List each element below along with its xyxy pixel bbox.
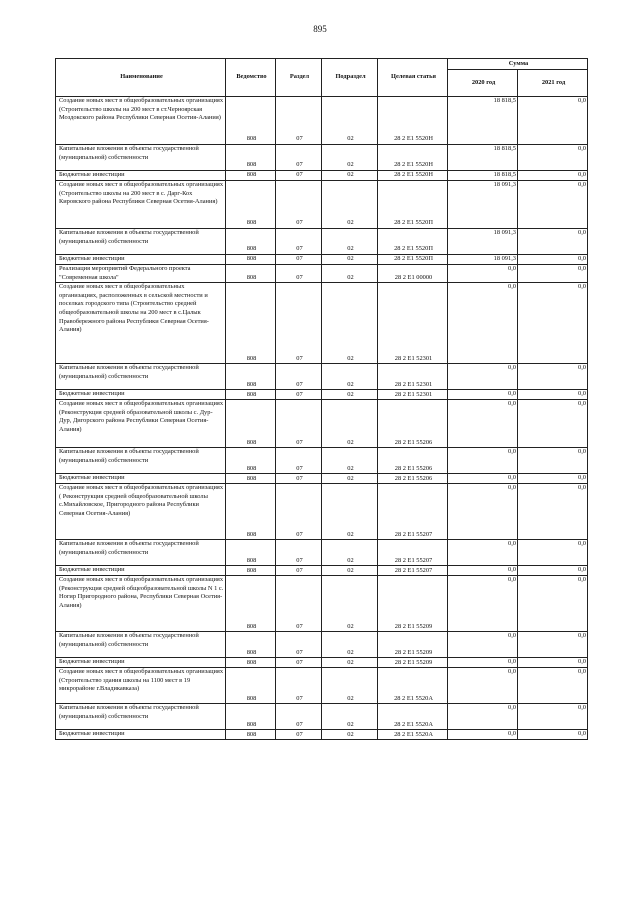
cell-csr: 28 2 Е1 55206 [378, 400, 448, 448]
cell-2020: 18 818,5 [448, 97, 518, 145]
cell-2020: 0,0 [448, 730, 518, 740]
cell-vedomstvo: 808 [226, 181, 276, 229]
cell-name: Капитальные вложения в объекты государственной (муниципальной) собственности [56, 448, 226, 474]
table-row [56, 364, 588, 390]
table-row [56, 540, 588, 566]
cell-name: Создание новых мест в общеобразовательных организациях (Реконструкция средней общеобразовательной школы N 1 с. Ногир Пригородного района, Республики Северная Осетия-Алания) [56, 576, 226, 632]
cell-2021: 0,0 [518, 265, 588, 283]
header-name: Наименование [56, 59, 226, 97]
cell-name: Капитальные вложения в объекты государственной (муниципальной) собственности [56, 364, 226, 390]
cell-name: Капитальные вложения в объекты государственной (муниципальной) собственности [56, 229, 226, 255]
cell-podrazdel: 02 [322, 658, 378, 668]
cell-razdel: 07 [276, 229, 322, 255]
cell-podrazdel: 02 [322, 265, 378, 283]
cell-2020: 0,0 [448, 566, 518, 576]
cell-2021: 0,0 [518, 400, 588, 448]
cell-2021: 0,0 [518, 97, 588, 145]
table-row [56, 730, 588, 740]
cell-name: Создание новых мест в общеобразовательных организациях (Реконструкция средней образовательной школы с. Дур-Дур, Дигорского района Республики Северная Осетия-Алания) [56, 400, 226, 448]
cell-2020: 0,0 [448, 668, 518, 704]
cell-2020: 0,0 [448, 576, 518, 632]
table-row [56, 474, 588, 484]
cell-csr: 28 2 Е1 5520П [378, 181, 448, 229]
cell-razdel: 07 [276, 540, 322, 566]
table-row [56, 283, 588, 364]
cell-vedomstvo: 808 [226, 171, 276, 181]
cell-2020: 0,0 [448, 658, 518, 668]
cell-csr: 28 2 Е1 55209 [378, 576, 448, 632]
cell-razdel: 07 [276, 668, 322, 704]
cell-podrazdel: 02 [322, 484, 378, 540]
cell-podrazdel: 02 [322, 668, 378, 704]
cell-razdel: 07 [276, 97, 322, 145]
cell-2020: 0,0 [448, 632, 518, 658]
cell-name: Создание новых мест в общеобразовательных организациях, расположенных в сельской местности и поселках городского типа (Строительство средней общеобразовательной школы на 200 мест в с.Цалык Правобережного района Республики Северная Осетия-Алания) [56, 283, 226, 364]
cell-razdel: 07 [276, 566, 322, 576]
cell-2020: 18 091,3 [448, 229, 518, 255]
cell-name: Бюджетные инвестиции [56, 566, 226, 576]
cell-podrazdel: 02 [322, 566, 378, 576]
cell-csr: 28 2 Е1 55207 [378, 484, 448, 540]
cell-podrazdel: 02 [322, 632, 378, 658]
cell-podrazdel: 02 [322, 474, 378, 484]
cell-2020: 18 091,3 [448, 255, 518, 265]
table-row [56, 229, 588, 255]
cell-2020: 0,0 [448, 540, 518, 566]
table-row [56, 668, 588, 704]
table-row [56, 704, 588, 730]
cell-2021: 0,0 [518, 283, 588, 364]
cell-2021: 0,0 [518, 576, 588, 632]
cell-name: Капитальные вложения в объекты государственной (муниципальной) собственности [56, 632, 226, 658]
cell-podrazdel: 02 [322, 145, 378, 171]
cell-razdel: 07 [276, 145, 322, 171]
cell-2021: 0,0 [518, 668, 588, 704]
cell-razdel: 07 [276, 265, 322, 283]
cell-2021: 0,0 [518, 704, 588, 730]
cell-vedomstvo: 808 [226, 448, 276, 474]
cell-vedomstvo: 808 [226, 283, 276, 364]
header-summa: Сумма [448, 59, 588, 70]
cell-vedomstvo: 808 [226, 265, 276, 283]
cell-vedomstvo: 808 [226, 255, 276, 265]
table-body [56, 97, 588, 740]
cell-podrazdel: 02 [322, 540, 378, 566]
header-razdel: Раздел [276, 59, 322, 97]
cell-vedomstvo: 808 [226, 484, 276, 540]
header-csr: Целевая статья [378, 59, 448, 97]
cell-razdel: 07 [276, 658, 322, 668]
cell-2021: 0,0 [518, 145, 588, 171]
table-row [56, 171, 588, 181]
cell-2021: 0,0 [518, 171, 588, 181]
cell-2020: 0,0 [448, 364, 518, 390]
budget-table [55, 58, 588, 740]
cell-name: Капитальные вложения в объекты государственной (муниципальной) собственности [56, 145, 226, 171]
cell-podrazdel: 02 [322, 283, 378, 364]
cell-razdel: 07 [276, 400, 322, 448]
cell-name: Создание новых мест в общеобразовательных организациях (Строительство школы на 200 мест в ст.Черноярская Моздокского района Республики Северная Осетия-Алания) [56, 97, 226, 145]
cell-vedomstvo: 808 [226, 632, 276, 658]
table-row [56, 181, 588, 229]
cell-vedomstvo: 808 [226, 730, 276, 740]
table-row [56, 145, 588, 171]
cell-csr: 28 2 Е1 52301 [378, 283, 448, 364]
table-row [56, 576, 588, 632]
header-vedomstvo: Ведомство [226, 59, 276, 97]
header-2020: 2020 год [448, 70, 518, 97]
table-row [56, 97, 588, 145]
cell-razdel: 07 [276, 632, 322, 658]
cell-2020: 0,0 [448, 400, 518, 448]
cell-razdel: 07 [276, 704, 322, 730]
cell-2021: 0,0 [518, 448, 588, 474]
cell-csr: 28 2 Е1 52301 [378, 390, 448, 400]
cell-podrazdel: 02 [322, 390, 378, 400]
table-row [56, 658, 588, 668]
cell-csr: 28 2 Е1 5520Н [378, 97, 448, 145]
cell-vedomstvo: 808 [226, 400, 276, 448]
cell-razdel: 07 [276, 484, 322, 540]
cell-csr: 28 2 Е1 55207 [378, 540, 448, 566]
cell-name: Создание новых мест в общеобразовательных организациях (Строительство здания школы на 1100 мест в 19 микрорайоне г.Владикавказа) [56, 668, 226, 704]
cell-podrazdel: 02 [322, 255, 378, 265]
cell-podrazdel: 02 [322, 364, 378, 390]
cell-vedomstvo: 808 [226, 145, 276, 171]
cell-podrazdel: 02 [322, 730, 378, 740]
cell-2021: 0,0 [518, 658, 588, 668]
cell-name: Бюджетные инвестиции [56, 474, 226, 484]
cell-razdel: 07 [276, 364, 322, 390]
cell-2021: 0,0 [518, 632, 588, 658]
table-row [56, 265, 588, 283]
cell-name: Бюджетные инвестиции [56, 658, 226, 668]
cell-csr: 28 2 Е1 5520П [378, 229, 448, 255]
cell-name: Бюджетные инвестиции [56, 390, 226, 400]
cell-2020: 18 091,3 [448, 181, 518, 229]
cell-razdel: 07 [276, 171, 322, 181]
cell-podrazdel: 02 [322, 400, 378, 448]
cell-csr: 28 2 Е1 00000 [378, 265, 448, 283]
cell-csr: 28 2 Е1 5520А [378, 730, 448, 740]
cell-2020: 0,0 [448, 448, 518, 474]
cell-2021: 0,0 [518, 229, 588, 255]
cell-2021: 0,0 [518, 181, 588, 229]
cell-csr: 28 2 Е1 5520А [378, 704, 448, 730]
header-podrazdel: Подраздел [322, 59, 378, 97]
table-row [56, 566, 588, 576]
cell-name: Реализация мероприятий Федерального проекта "Современная школа" [56, 265, 226, 283]
cell-csr: 28 2 Е1 55209 [378, 632, 448, 658]
table-row [56, 448, 588, 474]
cell-name: Капитальные вложения в объекты государственной (муниципальной) собственности [56, 540, 226, 566]
cell-2021: 0,0 [518, 540, 588, 566]
cell-vedomstvo: 808 [226, 566, 276, 576]
cell-razdel: 07 [276, 283, 322, 364]
page-number: 895 [313, 24, 327, 34]
cell-csr: 28 2 Е1 52301 [378, 364, 448, 390]
cell-vedomstvo: 808 [226, 97, 276, 145]
table-header [56, 59, 588, 97]
cell-name: Бюджетные инвестиции [56, 171, 226, 181]
cell-podrazdel: 02 [322, 576, 378, 632]
cell-podrazdel: 02 [322, 229, 378, 255]
cell-csr: 28 2 Е1 55209 [378, 658, 448, 668]
cell-vedomstvo: 808 [226, 229, 276, 255]
cell-csr: 28 2 Е1 55206 [378, 448, 448, 474]
cell-razdel: 07 [276, 730, 322, 740]
cell-vedomstvo: 808 [226, 540, 276, 566]
table-row [56, 255, 588, 265]
cell-razdel: 07 [276, 255, 322, 265]
header-2021: 2021 год [518, 70, 588, 97]
cell-razdel: 07 [276, 390, 322, 400]
cell-name: Бюджетные инвестиции [56, 255, 226, 265]
cell-name: Капитальные вложения в объекты государственной (муниципальной) собственности [56, 704, 226, 730]
cell-2020: 0,0 [448, 265, 518, 283]
cell-razdel: 07 [276, 474, 322, 484]
cell-2021: 0,0 [518, 255, 588, 265]
cell-vedomstvo: 808 [226, 576, 276, 632]
cell-vedomstvo: 808 [226, 704, 276, 730]
cell-csr: 28 2 Е1 5520П [378, 255, 448, 265]
cell-csr: 28 2 Е1 55206 [378, 474, 448, 484]
cell-2020: 0,0 [448, 283, 518, 364]
cell-razdel: 07 [276, 448, 322, 474]
cell-2020: 0,0 [448, 474, 518, 484]
cell-csr: 28 2 Е1 5520А [378, 668, 448, 704]
cell-vedomstvo: 808 [226, 364, 276, 390]
cell-2021: 0,0 [518, 474, 588, 484]
cell-podrazdel: 02 [322, 171, 378, 181]
cell-2021: 0,0 [518, 566, 588, 576]
cell-2020: 0,0 [448, 484, 518, 540]
cell-csr: 28 2 Е1 5520Н [378, 171, 448, 181]
cell-2021: 0,0 [518, 364, 588, 390]
cell-csr: 28 2 Е1 55207 [378, 566, 448, 576]
cell-vedomstvo: 808 [226, 390, 276, 400]
cell-csr: 28 2 Е1 5520Н [378, 145, 448, 171]
table-row [56, 484, 588, 540]
cell-2021: 0,0 [518, 730, 588, 740]
cell-vedomstvo: 808 [226, 474, 276, 484]
cell-podrazdel: 02 [322, 704, 378, 730]
cell-name: Бюджетные инвестиции [56, 730, 226, 740]
cell-name: Создание новых мест в общеобразовательных организациях ( Реконструкция средней общеобразовательной школы с.Михайловское, Пригородного района Республики Северная Осетия-Алания) [56, 484, 226, 540]
table-row [56, 400, 588, 448]
cell-2021: 0,0 [518, 484, 588, 540]
cell-podrazdel: 02 [322, 448, 378, 474]
cell-razdel: 07 [276, 576, 322, 632]
table-row [56, 632, 588, 658]
cell-2020: 18 818,5 [448, 145, 518, 171]
cell-2021: 0,0 [518, 390, 588, 400]
cell-vedomstvo: 808 [226, 658, 276, 668]
cell-podrazdel: 02 [322, 181, 378, 229]
cell-2020: 0,0 [448, 704, 518, 730]
cell-2020: 18 818,5 [448, 171, 518, 181]
cell-vedomstvo: 808 [226, 668, 276, 704]
cell-razdel: 07 [276, 181, 322, 229]
table-row [56, 390, 588, 400]
cell-2020: 0,0 [448, 390, 518, 400]
cell-name: Создание новых мест в общеобразовательных организациях (Строительство школы на 200 мест в с. Дарг-Кох Кировского района Республики Северная Осетия-Алания) [56, 181, 226, 229]
cell-podrazdel: 02 [322, 97, 378, 145]
